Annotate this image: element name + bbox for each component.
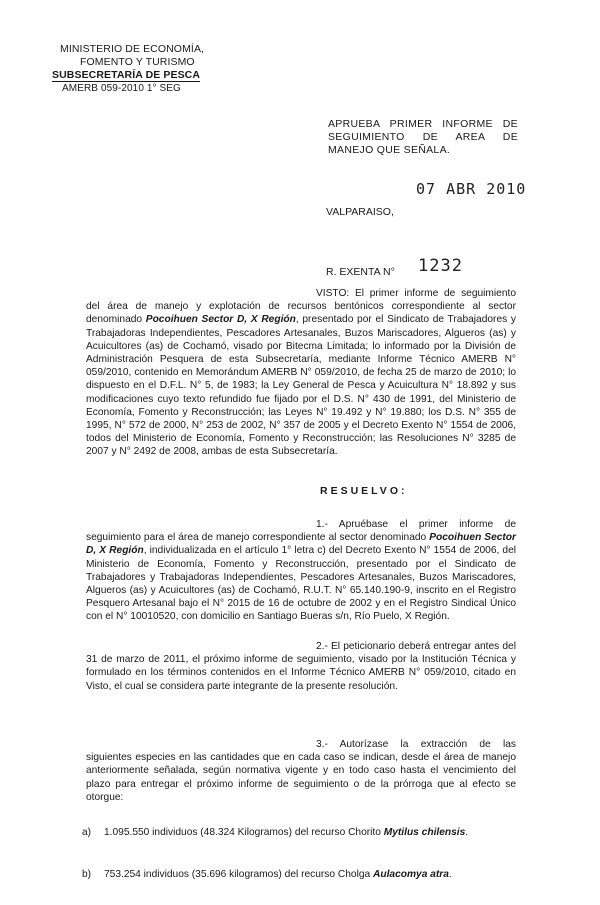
point-1-paragraph [86, 518, 516, 624]
item-b-species: Aulacomya atra [373, 869, 449, 880]
point-1-lead: 1.- [316, 519, 339, 530]
subsecretaria-name [52, 69, 200, 81]
visto-text-2: , presentado por el Sindicato de Trabajadores y Trabajadoras Independientes, Pescadores Artesanales, Buzos Mariscadores, Algueros (as) y Acuicultores (as) de Cochamó, visado por Bitecma Limitada; lo informado por la División de Administración Pesquera de esta Subsecretaría, mediante Informe Técnico AMERB N° 059/2010, contenido en Memorándum AMERB N° 059/2010, de fecha 25 de marzo de 2010; lo dispuesto en el D.F.L. N° 5, de 1983; la Ley General de Pesca y Acuicultura N° 18.892 y sus modificaciones cuyo texto refundido fue fijado por el D.S. N° 430 de 1991, del Ministerio de Economía, Fomento y Reconstrucción; las Leyes N° 19.492 y N° 19.880; los D.S. N° 355 de 1995, N° 572 de 2000, N° 253 de 2002, N° 357 de 2005 y el Decreto Exento N° 1554 de 2006, todos del Ministerio de Economía, Fomento y Reconstrucción; las Resoluciones N° 3285 de 2007 y N° 2492 de 2008, ambas de esta Subsecretaría. [86, 314, 516, 458]
point-3-lead: 3.- [316, 739, 340, 750]
point-2-lead: 2.- [316, 641, 332, 652]
item-b-end: . [448, 869, 452, 880]
point-1-text-2: , individualizada en el artículo 1° letra c) del Decreto Exento N° 1554 de 2006, del Ministerio de Economía, Fomento y Reconstrucción, presentado por el Sindicato de Trabajadores y Trabajadoras Independientes, Pescadores Artesanales, Buzos Mariscadores, Algueros (as) y Acuicultores (as) de Cochamó, R.U.T. N° 65.140.190-9, inscrito en el Registro Pesquero Artesanal bajo el N° 2015 de 16 de octubre de 2002 y en el Registro Sindical Único con el N° 10010520, con domicilio en Santiago Bueras s/n, Río Puelo, X Región. [86, 545, 517, 623]
exenta-label: R. EXENTA N° [326, 266, 395, 278]
item-a-text [104, 826, 468, 839]
item-b-marker: b) [82, 869, 92, 880]
point-2-paragraph [86, 640, 516, 693]
item-a-description: 1.095.550 individuos (48.324 Kilogramos) del recurso Chorito [104, 827, 384, 838]
point-3-text: Autorízase la extracción de las siguientes especies en las cantidades que en cada caso se indican, desde el área de manejo anteriormente señalada, según normativa vigente y en todo caso hasta el vencimiento del plazo para entregar el próximo informe de seguimiento o de la prórroga que al efecto se otorgue: [86, 739, 516, 803]
item-a-end: . [465, 827, 469, 838]
item-a-marker: a) [82, 827, 92, 838]
resuelvo-heading: RESUELVO: [320, 485, 408, 497]
item-b-text [104, 868, 452, 881]
place-label: VALPARAISO, [326, 206, 394, 218]
document-title: APRUEBA PRIMER INFORME DE SEGUIMIENTO DE AREA DE MANEJO QUE SEÑALA. [328, 118, 518, 156]
point-1-sector: Pocoihuen Sector D, X Región [86, 532, 516, 557]
visto-lead: VISTO: [316, 288, 350, 299]
point-2-text: El peticionario deberá entregar antes del 31 de marzo de 2011, el próximo informe de seguimiento, visado por la Institución Técnica y formulado en los términos contenidos en el Informe Técnico AMERB N° 059/2010, citado en Visto, el cual se considera parte integrante de la presente resolución. [86, 641, 516, 692]
item-a-species: Mytilus chilensis [383, 827, 466, 838]
visto-text-1: El primer informe de seguimiento del área de manejo y explotación de recursos bentónicos correspondiente al sector denominado [86, 288, 516, 326]
item-b-description: 753.254 individuos (35.696 kilogramos) del recurso Cholga [104, 869, 373, 880]
exenta-number: 1232 [418, 256, 463, 276]
visto-paragraph [86, 287, 516, 459]
ministry-name: MINISTERIO DE ECONOMÍA, [60, 43, 205, 55]
point-3-paragraph [86, 738, 516, 804]
date-stamp: 07 ABR 2010 [416, 180, 527, 198]
ministry-subtitle: FOMENTO Y TURISMO [80, 56, 195, 68]
point-1-text-1: Apruébase el primer informe de seguimiento para el área de manejo correspondiente al sector denominado [86, 519, 516, 544]
subsecretaria-label: SUBSECRETARÍA DE PESCA [52, 69, 201, 81]
visto-sector: Pocoihuen Sector D, X Región [145, 314, 296, 326]
reference-code: AMERB 059-2010 1° SEG [62, 83, 181, 94]
